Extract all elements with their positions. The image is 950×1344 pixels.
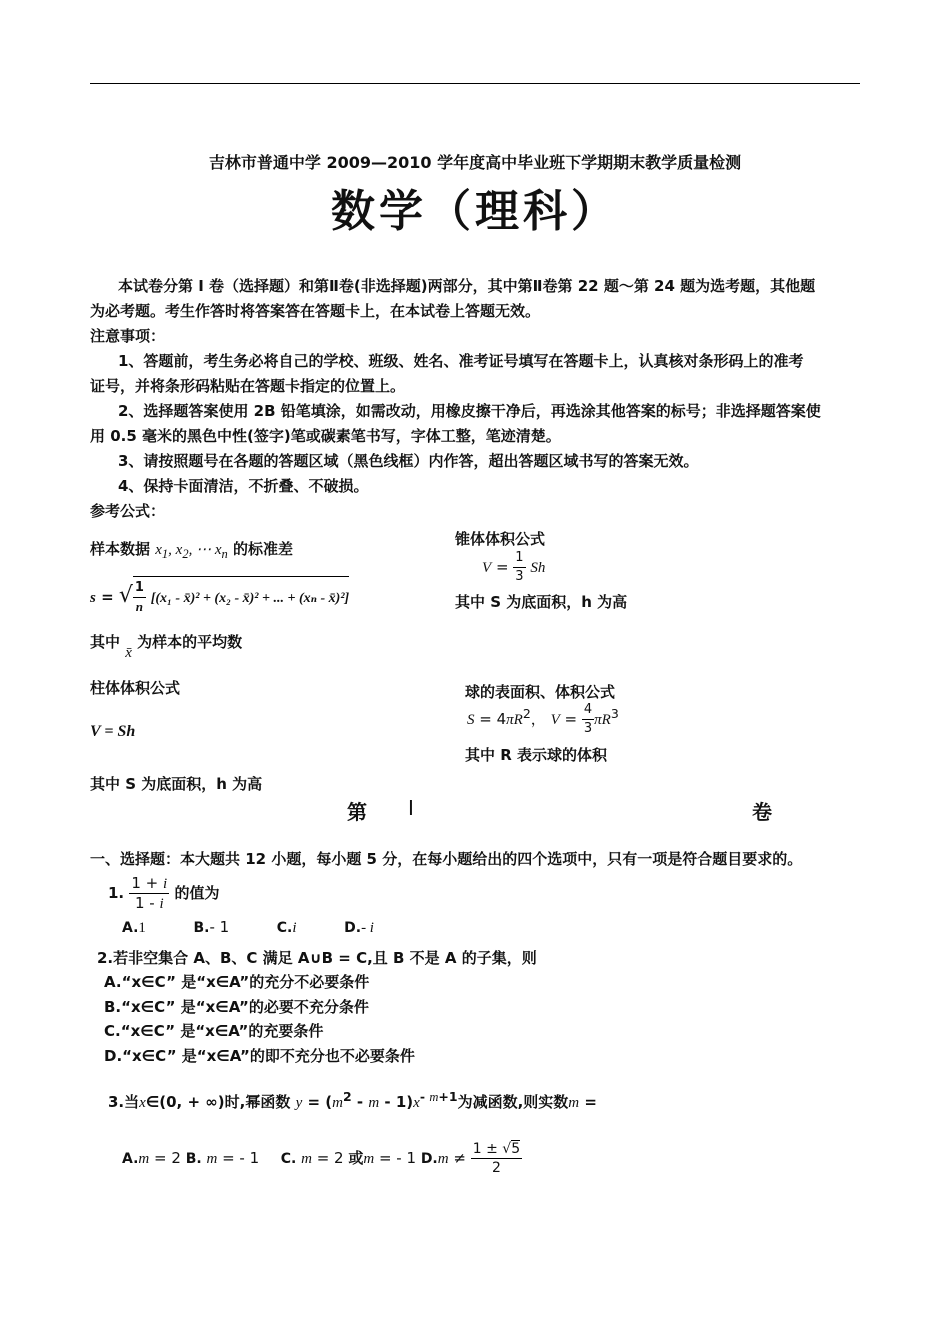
question-2-option-d: D.“x∈C” 是“x∈A”的即不充分也不必要条件 bbox=[104, 1047, 415, 1065]
exam-title: 数学（理科） bbox=[331, 186, 619, 237]
question-3-options: A.m = 2 B. m = - 1 C. m = 2 或m = - 1 D.m ≠ $\frac{1 \pm √5}{2}$ bbox=[122, 1141, 521, 1176]
note-3: 3、请按照题号在各题的答题区域（黑色线框）内作答，超出答题区域书写的答案无效。 bbox=[118, 452, 699, 470]
std-formula: s = √ $\frac{1}{n}$ [(x₁ - x̄)² + (x₂ - x̄)² + ... + (xₙ - x̄)²] bbox=[90, 576, 349, 616]
part-label-juan: 卷 bbox=[752, 800, 772, 824]
question-2-option-a: A.“x∈C” 是“x∈A”的充分不必要条件 bbox=[104, 973, 370, 991]
part-label-di: 第 bbox=[347, 800, 367, 824]
question-2-stem: 2.若非空集合 A、B、C 满足 A∪B = C,且 B 不是 A 的子集，则 bbox=[97, 949, 537, 967]
prism-note: 其中 S 为底面积，h 为高 bbox=[90, 775, 263, 793]
note-2b: 用 0.5 毫米的黑色中性(签字)笔或碳素笔书写，字体工整，笔迹清楚。 bbox=[90, 427, 561, 445]
note-4: 4、保持卡面清洁，不折叠、不破损。 bbox=[118, 477, 369, 495]
cone-formula: V = $\frac{1}{3}$ Sh bbox=[482, 550, 546, 584]
cone-note: 其中 S 为底面积，h 为高 bbox=[455, 593, 628, 611]
notes-heading: 注意事项： bbox=[90, 327, 166, 345]
std-sample-vars: $x_1$, $x_2$, ⋯ $x_n$ bbox=[155, 542, 228, 561]
intro-line-2: 为必考题。考生作答时将答案答在答题卡上，在本试卷上答题无效。 bbox=[90, 302, 541, 320]
header-rule bbox=[90, 83, 860, 84]
section-instructions: 一、选择题：本大题共 12 小题，每小题 5 分，在每小题给出的四个选项中，只有一项是符合题目要求的。 bbox=[90, 850, 803, 868]
part-label-roman: I bbox=[408, 796, 414, 820]
std-label-a: 样本数据 bbox=[90, 540, 151, 558]
mean-label: 其中 x̄ 为样本的平均数 bbox=[90, 633, 243, 661]
question-2-option-c: C.“x∈C” 是“x∈A”的充要条件 bbox=[104, 1022, 324, 1040]
cone-label: 锥体体积公式 bbox=[455, 530, 546, 548]
prism-formula: V = Sh bbox=[90, 723, 136, 740]
sphere-formula: $S = 4\pi R^2$， V = $\frac{4}{3}$ $\pi R^3$ bbox=[467, 702, 619, 736]
exam-subtitle: 吉林市普通中学 2009—2010 学年度高中毕业班下学期期末教学质量检测 bbox=[208, 153, 742, 172]
prism-label: 柱体体积公式 bbox=[90, 679, 181, 697]
formulas-heading: 参考公式： bbox=[90, 502, 166, 520]
std-label-b: 的标准差 bbox=[233, 540, 294, 558]
sphere-label: 球的表面积、体积公式 bbox=[465, 683, 616, 701]
note-1a: 1、答题前，考生务必将自己的学校、班级、姓名、准考证号填写在答题卡上，认真核对条形码上的准考 bbox=[118, 352, 804, 370]
sphere-note: 其中 R 表示球的体积 bbox=[465, 746, 607, 764]
std-label bbox=[90, 537, 293, 567]
question-1: 1. $\frac{1 + i}{1 - i}$ 的值为 bbox=[108, 874, 220, 912]
question-1-options: A.1 B.- 1 C.i D.- i bbox=[122, 918, 374, 936]
question-3-stem: 3.当x∈(0, + ∞)时,幂函数 $y = (m^2 - m - 1)x^{- m+1}$为减函数,则实数m = bbox=[108, 1089, 597, 1111]
note-2a: 2、选择题答案使用 2B 铅笔填涂，如需改动，用橡皮擦干净后，再选涂其他答案的标号；非选择题答案使 bbox=[118, 402, 821, 420]
intro-line-1: 本试卷分第 I 卷（选择题）和第Ⅱ卷(非选择题)两部分，其中第Ⅱ卷第 22 题～第 24 题为选考题，其他题 bbox=[118, 277, 816, 295]
question-2-option-b: B.“x∈C” 是“x∈A”的必要不充分条件 bbox=[104, 998, 369, 1016]
note-1b: 证号，并将条形码粘贴在答题卡指定的位置上。 bbox=[90, 377, 406, 395]
